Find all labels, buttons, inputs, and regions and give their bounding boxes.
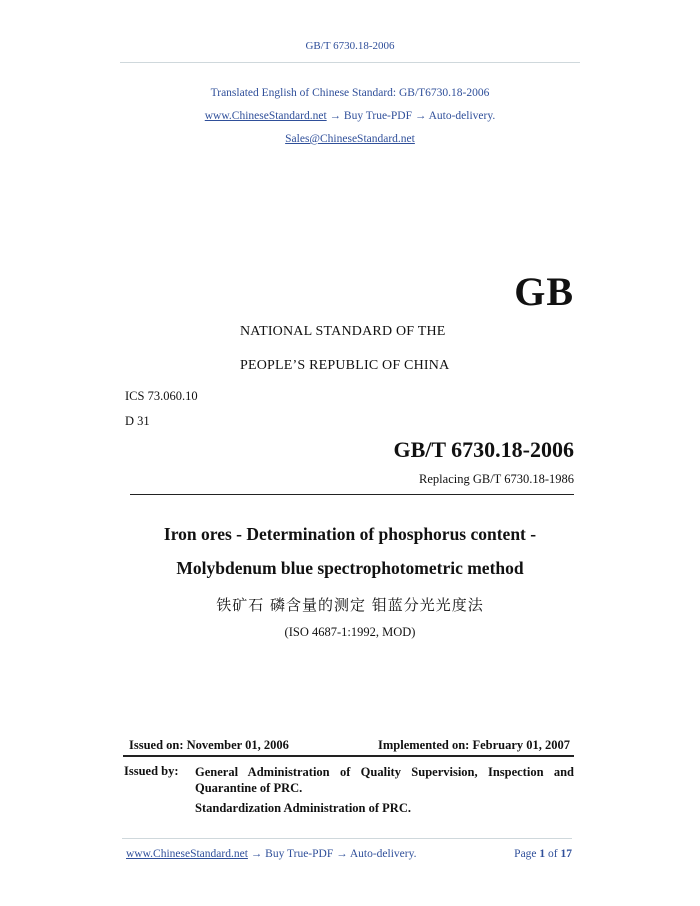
- issued-by-authority-2: Standardization Administration of PRC.: [195, 801, 411, 815]
- title-line1: Iron ores - Determination of phosphorus content -: [163, 524, 537, 544]
- iso-reference: (ISO 4687-1:1992, MOD): [284, 625, 416, 639]
- running-header: GB/T 6730.18-2006: [305, 40, 395, 52]
- title-divider: [130, 494, 574, 495]
- national-standard-line1: NATIONAL STANDARD OF THE: [240, 324, 446, 339]
- ics-code: ICS 73.060.10: [125, 389, 198, 403]
- ccs-code: D 31: [125, 414, 150, 428]
- of-label: of: [548, 848, 558, 860]
- total-pages: 17: [560, 848, 572, 860]
- national-standard-line2: PEOPLE’S REPUBLIC OF CHINA: [240, 358, 450, 373]
- standard-code: GB/T 6730.18-2006: [393, 437, 574, 462]
- footer-purchase-line: [126, 848, 416, 860]
- gb-mark: GB: [514, 269, 574, 314]
- translation-note: Translated English of Chinese Standard: GB/T6730.18-2006: [210, 87, 490, 99]
- page-label: Page: [514, 848, 537, 860]
- email-link[interactable]: Sales@ChineseStandard.net: [285, 133, 415, 145]
- issued-by-authority-1: General Administration of Quality Supervision, Inspection and Quarantine of PRC.: [195, 765, 574, 795]
- footer-divider: [122, 838, 572, 839]
- title-line2: Molybdenum blue spectrophotometric method: [176, 558, 524, 578]
- site-link[interactable]: www.ChineseStandard.net: [204, 110, 327, 122]
- issued-date: Issued on: November 01, 2006: [129, 738, 289, 752]
- dates-divider: [123, 755, 574, 757]
- purchase-line: [0, 110, 700, 122]
- implemented-date: Implemented on: February 01, 2007: [378, 738, 570, 752]
- replacing-note: Replacing GB/T 6730.18-1986: [419, 472, 574, 486]
- footer-site-link[interactable]: www.ChineseStandard.net: [126, 848, 248, 860]
- purchase-text: → Buy True-PDF → Auto-delivery.: [326, 110, 496, 122]
- page-number: 1: [539, 848, 546, 860]
- page-indicator: [514, 848, 572, 860]
- email-line: [0, 133, 700, 145]
- header-divider: [120, 62, 580, 63]
- issued-by-label: Issued by:: [124, 764, 179, 778]
- footer-purchase-text: → Buy True-PDF → Auto-delivery.: [247, 848, 417, 860]
- chinese-title: 铁矿石 磷含量的测定 钼蓝分光光度法: [216, 596, 484, 614]
